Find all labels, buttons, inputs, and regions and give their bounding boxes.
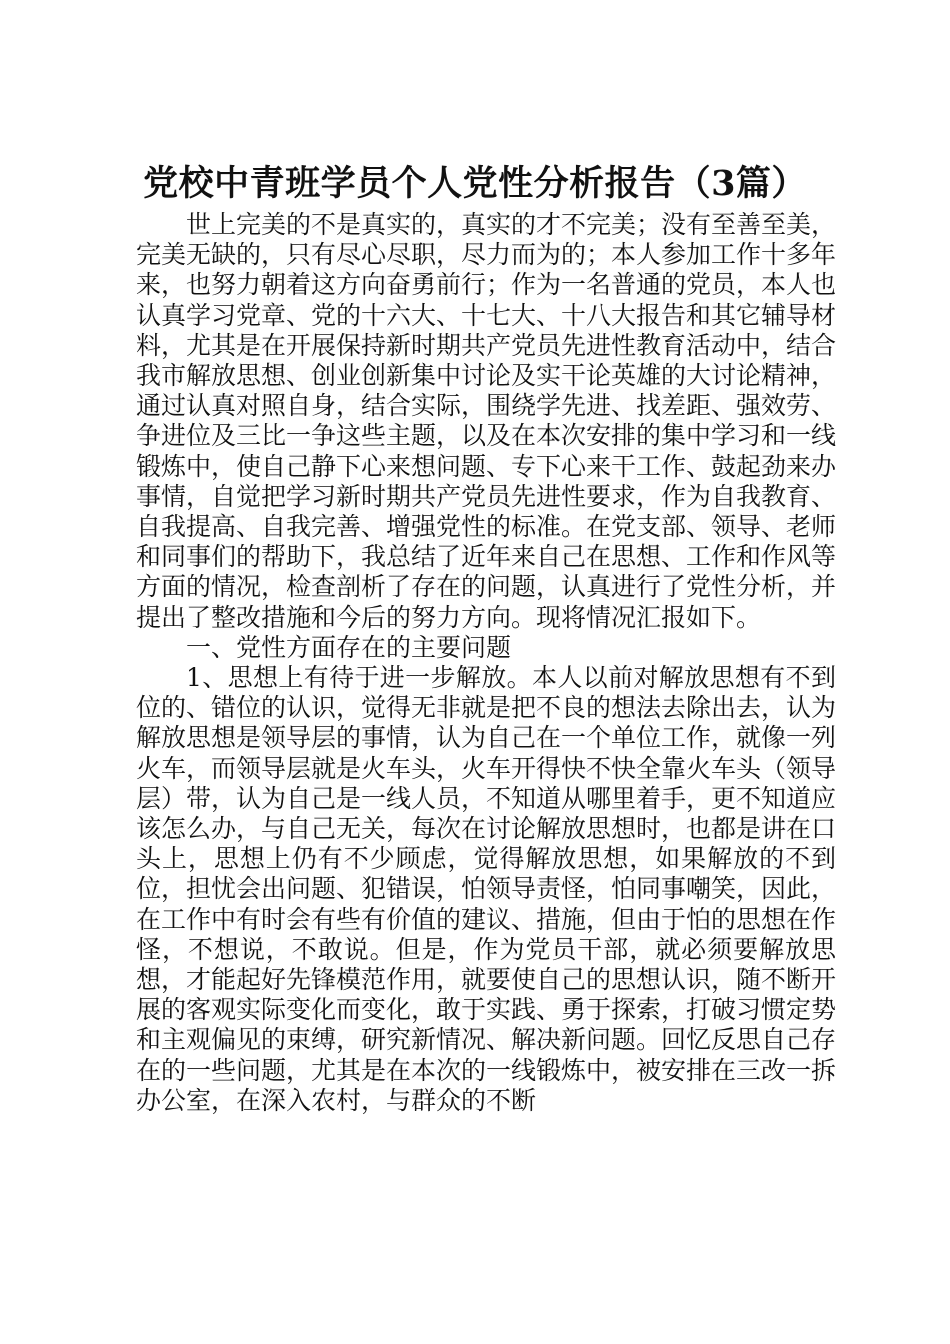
intro-paragraph: 世上完美的不是真实的，真实的才不完美；没有至善至美，完美无缺的，只有尽心尽职，尽力而为的；本人参加工作十多年来，也努力朝着这方向奋勇前行；作为一名普通的党员，本人也认真学习党章、党的十六大、十七大、十八大报告和其它辅导材料，尤其是在开展保持新时期共产党员先进性教育活动中，结合我市解放思想、创业创新集中讨论及实干论英雄的大讨论精神，通过认真对照自身，结合实际，围绕学先进、找差距、强效劳、争进位及三比一争这些主题，以及在本次安排的集中学习和一线锻炼中，使自己静下心来想问题、专下心来干工作、鼓起劲来办事情，自觉把学习新时期共产党员先进性要求，作为自我教育、自我提高、自我完善、增强党性的标准。在党支部、领导、老师和同事们的帮助下，我总结了近年来自己在思想、工作和作风等方面的情况，检查剖析了存在的问题，认真进行了党性分析，并提出了整改措施和今后的努力方向。现将情况汇报如下。 [136, 210, 837, 632]
section-heading: 一、党性方面存在的主要问题 [186, 632, 512, 662]
document-body [136, 210, 836, 1116]
body-paragraph: 1、思想上有待于进一步解放。本人以前对解放思想有不到位的、错位的认识，觉得无非就是把不良的想法去除出去，认为解放思想是领导层的事情，认为自己在一个单位工作，就像一列火车，而领导层就是火车头，火车开得快不快全靠火车头（领导层）带，认为自己是一线人员，不知道从哪里着手，更不知道应该怎么办，与自己无关，每次在讨论解放思想时，也都是讲在口头上，思想上仍有不少顾虑，觉得解放思想，如果解放的不到位，担忧会出问题、犯错误，怕领导责怪，怕同事嘲笑，因此，在工作中有时会有些有价值的建议、措施，但由于怕的思想在作怪，不想说，不敢说。但是，作为党员干部，就必须要解放思想，才能起好先锋模范作用，就要使自己的思想认识，随不断开展的客观实际变化而变化，敢于实践、勇于探索，打破习惯定势和主观偏见的束缚，研究新情况、解决新问题。回忆反思自己存在的一些问题，尤其是在本次的一线锻炼中，被安排在三改一拆办公室，在深入农村，与群众的不断 [136, 663, 837, 1115]
document-title: 党校中青班学员个人党性分析报告（3篇） [143, 163, 807, 204]
